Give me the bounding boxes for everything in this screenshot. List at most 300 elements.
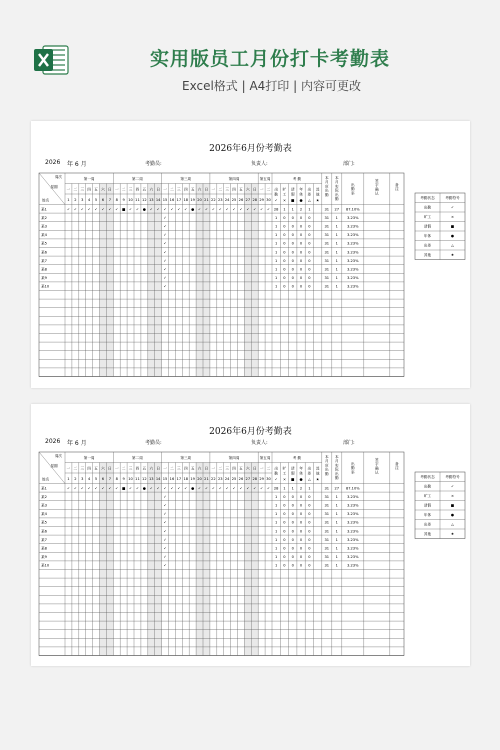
employee-name: 某9 — [41, 555, 47, 560]
weekday-label: 三 — [177, 466, 181, 471]
day-number: 24 — [224, 477, 230, 481]
day-number: 28 — [252, 198, 258, 202]
attendance-mark: ✓ — [211, 486, 215, 491]
attendance-mark: ✓ — [108, 486, 112, 491]
due-value: 31 — [324, 529, 330, 534]
attendance-mark: ✓ — [170, 486, 174, 491]
attendance-table — [31, 121, 470, 388]
rate-value: 3.23% — [347, 512, 359, 517]
attendance-mark: ✓ — [267, 486, 271, 491]
weekday-label: 日 — [156, 187, 160, 192]
stat-symbol: × — [282, 477, 286, 482]
attendance-mark: ✓ — [87, 486, 91, 491]
attendance-mark: ✓ — [218, 486, 222, 491]
actual-value: 1 — [335, 546, 338, 551]
stat-value: 1 — [308, 486, 311, 491]
day-number: 27 — [245, 198, 251, 202]
attendance-sheet — [31, 404, 470, 666]
rate-value: 3.23% — [347, 494, 359, 499]
stat-head: 勤 — [274, 471, 278, 476]
attendance-mark: ✓ — [163, 284, 167, 289]
stat-value: 1 — [275, 258, 278, 263]
day-number: 1 — [67, 198, 70, 202]
weekend-column-shade — [106, 184, 113, 377]
stat-value: 0 — [291, 546, 294, 551]
attendance-mark: ✓ — [156, 207, 160, 212]
day-number: 23 — [217, 477, 223, 481]
stat-value: 0 — [299, 215, 303, 220]
actual-value: 1 — [335, 258, 338, 263]
legend-head-status: 考勤状态 — [420, 475, 435, 479]
stat-head: 其 — [315, 187, 320, 192]
day-number: 5 — [94, 198, 98, 202]
weekday-label: 二 — [121, 187, 126, 192]
stat-value: 0 — [291, 276, 294, 281]
legend-status: 出差 — [423, 522, 432, 527]
stat-value: 0 — [283, 250, 286, 255]
weekday-label: 二 — [170, 466, 174, 471]
stat-value: 0 — [283, 520, 286, 525]
weekday-label: 五 — [142, 466, 147, 471]
attendance-mark: ✓ — [225, 207, 229, 212]
weekday-label: 日 — [252, 187, 257, 192]
employee-name: 某9 — [41, 276, 47, 281]
employee-name: 某4 — [41, 233, 47, 238]
day-number: 2 — [74, 198, 77, 202]
stat-head: 假 — [290, 471, 295, 476]
stat-head: 出 — [307, 466, 312, 471]
due-value: 31 — [324, 494, 330, 499]
day-number: 24 — [224, 198, 230, 202]
attendance-mark: ✓ — [101, 207, 105, 212]
stat-symbol: ■ — [291, 477, 295, 482]
attendance-mark: ✓ — [177, 207, 181, 212]
week-label: 第二周 — [132, 456, 143, 460]
stat-value: 0 — [299, 503, 303, 508]
stat-value: 2 — [299, 486, 303, 491]
weekday-label: 三 — [80, 187, 85, 192]
weekday-label: 五 — [190, 187, 195, 192]
stat-value: 0 — [308, 520, 311, 525]
attendance-mark: ✓ — [94, 207, 98, 212]
attendance-mark: ✓ — [163, 494, 167, 499]
day-number: 20 — [197, 198, 202, 202]
stat-value: 1 — [275, 267, 278, 272]
attendance-mark: ✓ — [115, 486, 119, 491]
attendance-mark: ■ — [121, 486, 126, 491]
weekday-label: 二 — [170, 187, 174, 192]
legend-status: 其他 — [423, 253, 432, 257]
employee-name: 某3 — [41, 503, 47, 508]
attendance-mark: ✓ — [260, 486, 264, 491]
due-value: 31 — [324, 503, 330, 508]
employee-name: 某1 — [41, 207, 47, 212]
stat-value: 1 — [275, 250, 278, 255]
attendance-mark: ✓ — [163, 555, 167, 560]
col-due-head: 本月应出勤 — [325, 176, 329, 197]
due-value: 31 — [324, 250, 330, 255]
day-number: 30 — [266, 477, 271, 481]
weekend-column-shade — [106, 463, 113, 656]
actual-value: 1 — [335, 537, 338, 542]
legend-head-symbol: 考勤符号 — [445, 475, 460, 479]
stat-value: 1 — [275, 233, 278, 238]
attendance-mark: ✓ — [163, 215, 167, 220]
legend-symbol: △ — [451, 522, 454, 527]
due-value: 31 — [324, 267, 330, 272]
stat-value: 0 — [283, 284, 286, 289]
stat-value: 0 — [283, 494, 286, 499]
weekend-column-shade — [244, 463, 251, 656]
weekday-label: 日 — [108, 466, 112, 471]
weekday-label: 日 — [252, 466, 257, 471]
weekday-label: 五 — [239, 187, 243, 192]
legend-status: 年休 — [423, 234, 432, 238]
stat-value: 0 — [299, 276, 303, 281]
legend-symbol: ■ — [450, 503, 455, 508]
attendance-mark: ● — [191, 207, 195, 212]
stat-head: 旷 — [282, 187, 287, 192]
attendance-mark: ✓ — [73, 207, 77, 212]
col-rate-head: 出勤率 — [351, 462, 355, 475]
col-note-head: 备注 — [395, 183, 399, 192]
weekday-label: 六 — [197, 466, 202, 471]
rate-value: 87.10% — [345, 207, 360, 212]
actual-value: 1 — [335, 276, 338, 281]
stat-value: 0 — [308, 258, 311, 263]
stat-value: 1 — [275, 276, 278, 281]
weekday-label: 日 — [108, 187, 112, 192]
stat-value: 0 — [308, 503, 311, 508]
head-date: 星期 — [50, 464, 58, 468]
due-value: 31 — [324, 207, 330, 212]
day-number: 15 — [162, 198, 168, 202]
legend-symbol: × — [450, 215, 455, 219]
weekday-label: 二 — [73, 466, 78, 471]
stat-value: 2 — [299, 207, 303, 212]
due-value: 31 — [324, 555, 330, 560]
stat-value: 0 — [299, 512, 303, 517]
stat-head: 差 — [307, 192, 312, 197]
stat-value: 0 — [308, 546, 311, 551]
employee-name: 某1 — [41, 486, 47, 491]
stat-value: 1 — [283, 207, 286, 212]
day-number: 3 — [81, 477, 84, 481]
stat-value: 0 — [308, 241, 311, 246]
day-number: 7 — [108, 477, 111, 481]
due-value: 31 — [324, 224, 330, 229]
day-number: 7 — [108, 198, 111, 202]
day-number: 25 — [231, 198, 237, 202]
attendance-mark: ✓ — [163, 207, 167, 212]
stat-value: 1 — [275, 284, 278, 289]
year-text: 2026 — [45, 159, 61, 166]
stat-head: 出 — [274, 466, 278, 471]
attendance-mark: ✓ — [108, 207, 112, 212]
attendance-mark: ✓ — [163, 241, 167, 246]
weekday-label: 三 — [128, 466, 133, 471]
weekend-column-shade — [203, 184, 210, 377]
attendance-mark: ● — [191, 486, 195, 491]
day-number: 13 — [148, 477, 154, 481]
week-label: 第四周 — [228, 456, 240, 460]
weekday-label: 六 — [149, 466, 154, 471]
due-value: 31 — [324, 546, 330, 551]
head-name: 姓名 — [42, 477, 50, 482]
stat-value: 1 — [275, 215, 278, 220]
weekday-label: 日 — [204, 466, 209, 471]
day-number: 15 — [162, 477, 168, 481]
attendance-mark: ✓ — [198, 486, 202, 491]
attendance-mark: ✓ — [239, 207, 243, 212]
attendance-mark: ✓ — [246, 486, 250, 491]
stat-value: 0 — [299, 258, 303, 263]
stat-value: 0 — [283, 258, 286, 263]
weekday-label: 一 — [259, 466, 264, 471]
day-number: 9 — [122, 198, 125, 202]
day-number: 2 — [74, 477, 77, 481]
stat-value: 0 — [291, 215, 294, 220]
day-number: 23 — [217, 198, 223, 202]
stat-value: 1 — [275, 537, 278, 542]
legend-symbol: ■ — [450, 224, 455, 229]
legend-symbol: ✓ — [450, 484, 455, 489]
stat-head: 休 — [299, 471, 303, 476]
due-value: 31 — [324, 284, 330, 289]
rate-value: 3.23% — [347, 241, 359, 246]
attendance-mark: ● — [142, 207, 146, 212]
head-period: 周次 — [54, 454, 62, 458]
stat-value: 0 — [299, 241, 303, 246]
stat-head: 年 — [299, 466, 303, 471]
stat-value: 0 — [308, 537, 311, 542]
year-text: 2026 — [45, 438, 61, 445]
excel-icon — [33, 45, 69, 75]
due-value: 31 — [324, 537, 330, 542]
rate-value: 3.23% — [347, 267, 359, 272]
dept-label: 考勤员: — [145, 161, 162, 167]
day-number: 12 — [142, 477, 147, 481]
table-border — [39, 452, 404, 656]
stat-head: 其 — [315, 466, 320, 471]
rate-value: 3.23% — [347, 537, 359, 542]
stat-value: 0 — [283, 537, 286, 542]
stat-value: 0 — [291, 250, 294, 255]
stat-symbol: × — [282, 198, 286, 203]
week-label: 第四周 — [228, 177, 240, 181]
attendance-table — [31, 400, 470, 662]
weekday-label: 一 — [163, 187, 167, 192]
rate-value: 3.23% — [347, 224, 359, 229]
attendance-mark: ✓ — [135, 486, 139, 491]
due-value: 31 — [324, 258, 330, 263]
day-number: 22 — [211, 477, 216, 481]
weekday-label: 一 — [259, 187, 264, 192]
weekday-label: 四 — [232, 187, 236, 192]
attendance-mark: ✓ — [253, 486, 257, 491]
day-number: 30 — [266, 198, 271, 202]
rate-value: 87.10% — [345, 486, 360, 491]
stat-value: 0 — [291, 267, 294, 272]
stat-value: 0 — [283, 563, 286, 568]
stat-head: 出 — [307, 187, 312, 192]
stat-value: 28 — [273, 486, 279, 491]
attendance-mark: ✓ — [218, 207, 222, 212]
day-number: 1 — [67, 477, 70, 481]
day-number: 10 — [128, 198, 133, 202]
stat-value: 0 — [283, 267, 286, 272]
attendance-mark: ✓ — [184, 207, 188, 212]
employee-name: 某8 — [41, 546, 47, 551]
stat-value: 1 — [275, 529, 278, 534]
col-sign-head: 签字确认 — [375, 179, 379, 196]
attendance-mark: ✓ — [163, 276, 167, 281]
weekday-label: 四 — [87, 466, 91, 471]
attendance-mark: ✓ — [115, 207, 119, 212]
weekday-label: 五 — [142, 187, 147, 192]
day-number: 20 — [197, 477, 202, 481]
employee-name: 某5 — [41, 241, 47, 246]
stat-value: 0 — [291, 563, 294, 568]
stat-value: 0 — [308, 529, 311, 534]
day-number: 29 — [259, 198, 264, 202]
stat-value: 0 — [291, 258, 294, 263]
day-number: 6 — [101, 477, 105, 481]
week-label: 第三周 — [180, 456, 192, 460]
stat-head: 勤 — [274, 192, 278, 197]
week-label: 第五周 — [259, 456, 271, 460]
weekend-column-shade — [155, 463, 162, 656]
weekday-label: 三 — [128, 187, 133, 192]
legend-symbol: ● — [450, 513, 455, 517]
stat-value: 0 — [283, 529, 286, 534]
employee-name: 某5 — [41, 520, 47, 525]
day-number: 26 — [238, 198, 244, 202]
employee-name: 某6 — [41, 529, 47, 534]
stat-value: 0 — [299, 520, 303, 525]
rate-value: 3.23% — [347, 284, 359, 289]
employee-name: 某6 — [41, 250, 47, 255]
weekday-label: 二 — [73, 187, 78, 192]
legend-status: 出勤 — [423, 484, 432, 489]
day-number: 22 — [211, 198, 216, 202]
legend-symbol: ★ — [450, 532, 455, 536]
attendance-mark: ✓ — [129, 207, 133, 212]
stat-value: 1 — [275, 241, 278, 246]
weekday-label: 六 — [246, 187, 250, 192]
rate-value: 3.23% — [347, 546, 359, 551]
weekday-label: 一 — [114, 187, 119, 192]
stat-value: 0 — [299, 529, 303, 534]
stat-value: 0 — [283, 276, 286, 281]
attendance-mark: ✓ — [163, 503, 167, 508]
attendance-mark: ✓ — [163, 563, 167, 568]
day-number: 18 — [183, 477, 189, 481]
rate-value: 3.23% — [347, 233, 359, 238]
day-number: 26 — [238, 477, 244, 481]
attendance-mark: ■ — [121, 207, 126, 212]
weekend-column-shade — [244, 184, 251, 377]
attendance-mark: ✓ — [211, 207, 215, 212]
weekday-label: 三 — [80, 466, 85, 471]
weekend-column-shade — [148, 463, 155, 656]
section-label: 部门: — [343, 161, 355, 167]
weekday-label: 一 — [211, 187, 216, 192]
day-number: 16 — [169, 477, 175, 481]
attendance-mark: ✓ — [135, 207, 139, 212]
stat-head: 出 — [274, 187, 278, 192]
stat-symbol: ■ — [291, 198, 295, 203]
day-number: 6 — [101, 198, 105, 202]
attendance-mark: ✓ — [163, 520, 167, 525]
legend-symbol: ✓ — [450, 205, 455, 210]
stat-value: 1 — [275, 563, 278, 568]
legend-head-status: 考勤状态 — [420, 196, 435, 200]
employee-name: 某10 — [41, 284, 50, 289]
actual-value: 1 — [335, 529, 338, 534]
stat-value: 1 — [291, 207, 294, 212]
weekend-column-shade — [251, 184, 258, 377]
stat-value: 0 — [291, 512, 294, 517]
col-due-head: 本月应出勤 — [325, 455, 329, 476]
stat-value: 0 — [299, 546, 303, 551]
day-number: 5 — [94, 477, 98, 481]
stat-value: 0 — [299, 250, 303, 255]
weekday-label: 一 — [66, 187, 71, 192]
stat-value: 0 — [299, 494, 303, 499]
attendance-mark: ✓ — [66, 486, 70, 491]
stat-value: 0 — [299, 233, 303, 238]
col-rate-head: 出勤率 — [351, 183, 355, 196]
weekday-label: 一 — [163, 466, 167, 471]
stat-value: 0 — [283, 215, 286, 220]
stat-value: 0 — [299, 224, 303, 229]
stat-value: 0 — [308, 563, 311, 568]
day-number: 8 — [115, 198, 118, 202]
attendance-mark: ✓ — [198, 207, 202, 212]
actual-value: 1 — [335, 284, 338, 289]
actual-value: 1 — [335, 555, 338, 560]
attendance-mark: ✓ — [170, 207, 174, 212]
actual-value: 1 — [335, 267, 338, 272]
stat-symbol: △ — [307, 477, 311, 482]
stat-symbol: ● — [299, 477, 303, 482]
weekend-column-shade — [203, 463, 210, 656]
legend-status: 请假 — [423, 224, 432, 229]
weekend-column-shade — [196, 184, 203, 377]
attendance-mark: ✓ — [177, 486, 181, 491]
attendance-mark: ✓ — [66, 207, 70, 212]
month-text: 年 6 月 — [67, 161, 87, 168]
attendance-mark: ✓ — [163, 512, 167, 517]
attendance-mark: ✓ — [267, 207, 271, 212]
actual-value: 1 — [335, 233, 338, 238]
stat-value: 0 — [308, 555, 311, 560]
stat-value: 0 — [291, 233, 294, 238]
day-number: 21 — [204, 198, 209, 202]
attendance-mark: ✓ — [163, 233, 167, 238]
weekday-label: 四 — [135, 466, 140, 471]
stat-value: 0 — [308, 276, 311, 281]
weekday-label: 日 — [156, 466, 160, 471]
stat-value: 0 — [291, 537, 294, 542]
dept-label: 考勤员: — [145, 440, 162, 446]
day-number: 17 — [176, 477, 182, 481]
due-value: 31 — [324, 276, 330, 281]
employee-name: 某8 — [41, 267, 47, 272]
day-number: 4 — [88, 198, 91, 202]
stat-value: 28 — [273, 207, 279, 212]
